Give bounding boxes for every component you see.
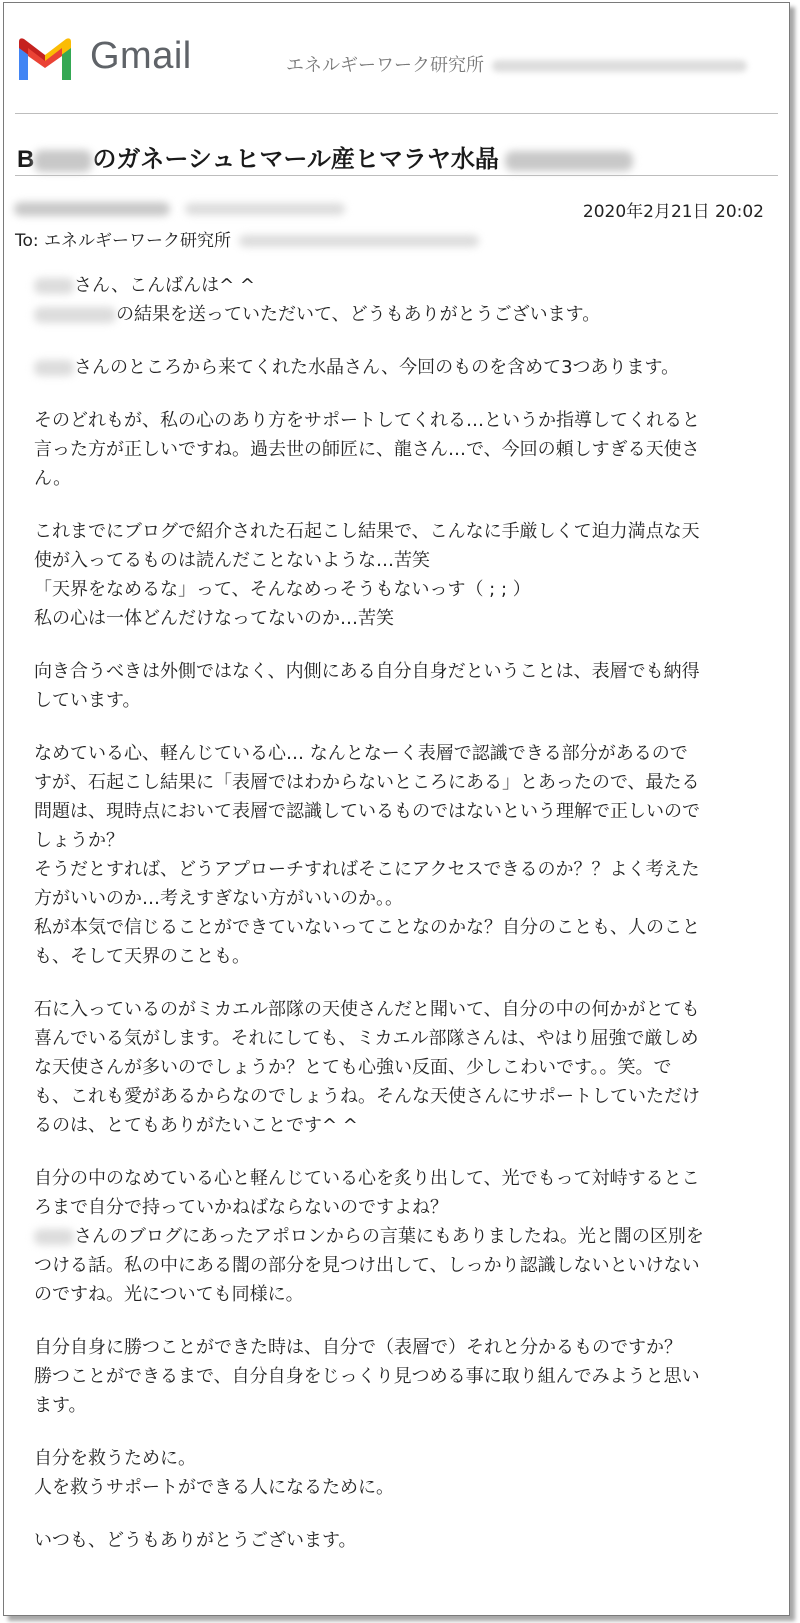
gmail-wordmark: Gmail [90,35,192,77]
body-text: 方がいいのか…考えすぎない方がいいのか。。 [34,888,403,909]
redacted-subject-part [505,151,633,171]
redacted-name [34,1229,74,1245]
email-subject [17,139,633,174]
body-text: 向き合うべきは外側ではなく、内側にある自分自身だということは、表層でも納得 [34,661,700,682]
paragraph [34,739,764,971]
body-text: 自分の中のなめている心と軽んじている心を炙り出して、光でもって対峙するとこ [34,1168,700,1189]
body-text: も、これも愛があるからなのでしょうね。そんな天使さんにサポートしていただけ [34,1086,700,1107]
body-text: 喜んでいる気がします。それにしても、ミカエル部隊さんは、やはり屈強で厳しめ [34,1028,699,1049]
sent-date: 2020年2月21日 20:02 [582,202,764,222]
body-text: のですね。光についても同様に。 [34,1284,304,1305]
account-label [286,51,747,77]
body-text: そうだとすれば、どうアプローチすればそこにアクセスできるのか？？よく考えた [34,859,700,880]
paragraph [34,1444,764,1502]
body-text: いつも、どうもありがとうございます。 [34,1530,357,1551]
body-text: な天使さんが多いのでしょうか？とても心強い反面、少しこわいです。。笑。で [34,1057,672,1078]
redacted-recipient-email [239,235,479,247]
body-text: 人を救うサポートができる人になるために。 [34,1477,394,1498]
body-text: も、そして天界のことも。 [34,946,250,967]
paragraph [34,353,764,382]
body-text: 「天界をなめるな」って、そんなめっそうもないっす（ ; ; ） [34,579,531,600]
redacted-sender-email [185,203,345,215]
body-text: しょうか？ [34,830,124,851]
body-text: 私が本気で信じることができていないってことなのかな？自分のことも、人のこと [34,917,700,938]
paragraph [34,1333,764,1420]
body-text: 使が入ってるものは読んだことないような…苦笑 [34,550,430,571]
account-name: エネルギーワーク研究所 [286,55,484,76]
redacted-text [34,307,116,323]
body-text: つける話。私の中にある闇の部分を見つけ出して、しっかり認識しないといけない [34,1255,700,1276]
redacted-subject-part [34,150,92,172]
redacted-sender-name [14,202,170,216]
subject-main: のガネーシュヒマール産ヒマラヤ水晶 [92,146,499,173]
body-text: 自分を救うために。 [34,1448,196,1469]
body-text: の結果を送っていただいて、どうもありがとうございます。 [116,304,601,325]
body-text: 自分自身に勝つことができた時は、自分で（表層で）それと分かるものですか？ [34,1337,682,1358]
email-print-view [3,2,790,1616]
body-text: ろまで自分で持っていかねばならないのですよね？ [34,1197,448,1218]
body-text: なめている心、軽んじている心… なんとなーく表層で認識できる部分があるので [34,743,688,764]
body-text: しています。 [34,690,141,711]
body-text: 言った方が正しいですね。過去世の師匠に、龍さん…で、今回の頼しすぎる天使さ [34,439,700,460]
paragraph [34,517,764,633]
recipient-line [15,226,479,251]
body-text: さんのところから来てくれた水晶さん、今回のものを含めて3つあります。 [74,357,680,378]
body-text: そのどれもが、私の心のあり方をサポートしてくれる…というか指導してくれると [34,410,700,431]
gmail-logo-icon [15,36,75,82]
redacted-name [34,278,74,294]
body-text: 石に入っているのがミカエル部隊の天使さんだと聞いて、自分の中の何かがとても [34,999,700,1020]
paragraph [34,406,764,493]
body-text: さん、こんばんは^ ^ [74,275,255,296]
email-body [34,271,764,1579]
redacted-name [34,360,74,376]
recipient-label: To: エネルギーワーク研究所 [15,231,232,251]
body-text: ます。 [34,1395,87,1416]
body-text: すが、石起こし結果に「表層ではわからないところにある」とあったので、最たる [34,772,700,793]
paragraph [34,1164,764,1309]
redacted-account-email [492,60,747,72]
body-text: 勝つことができるまで、自分自身をじっくり見つめる事に取り組んでみようと思い [34,1366,700,1387]
subject-divider [15,175,778,176]
header-divider [15,113,778,114]
body-text: ん。 [34,468,72,489]
body-text: さんのブログにあったアポロンからの言葉にもありましたね。光と闇の区別を [74,1226,704,1247]
subject-prefix: B [17,146,35,173]
paragraph [34,657,764,715]
sender-line [14,199,345,217]
paragraph [34,271,764,329]
paragraph [34,1526,764,1555]
body-text: 私の心は一体どんだけなってないのか…苦笑 [34,608,394,629]
paragraph [34,995,764,1140]
print-header [4,3,789,113]
body-text: るのは、とてもありがたいことです^ ^ [34,1115,358,1136]
body-text: 問題は、現時点において表層で認識しているものではないという理解で正しいので [34,801,700,822]
body-text: これまでにブログで紹介された石起こし結果で、こんなに手厳しくて迫力満点な天 [34,521,700,542]
